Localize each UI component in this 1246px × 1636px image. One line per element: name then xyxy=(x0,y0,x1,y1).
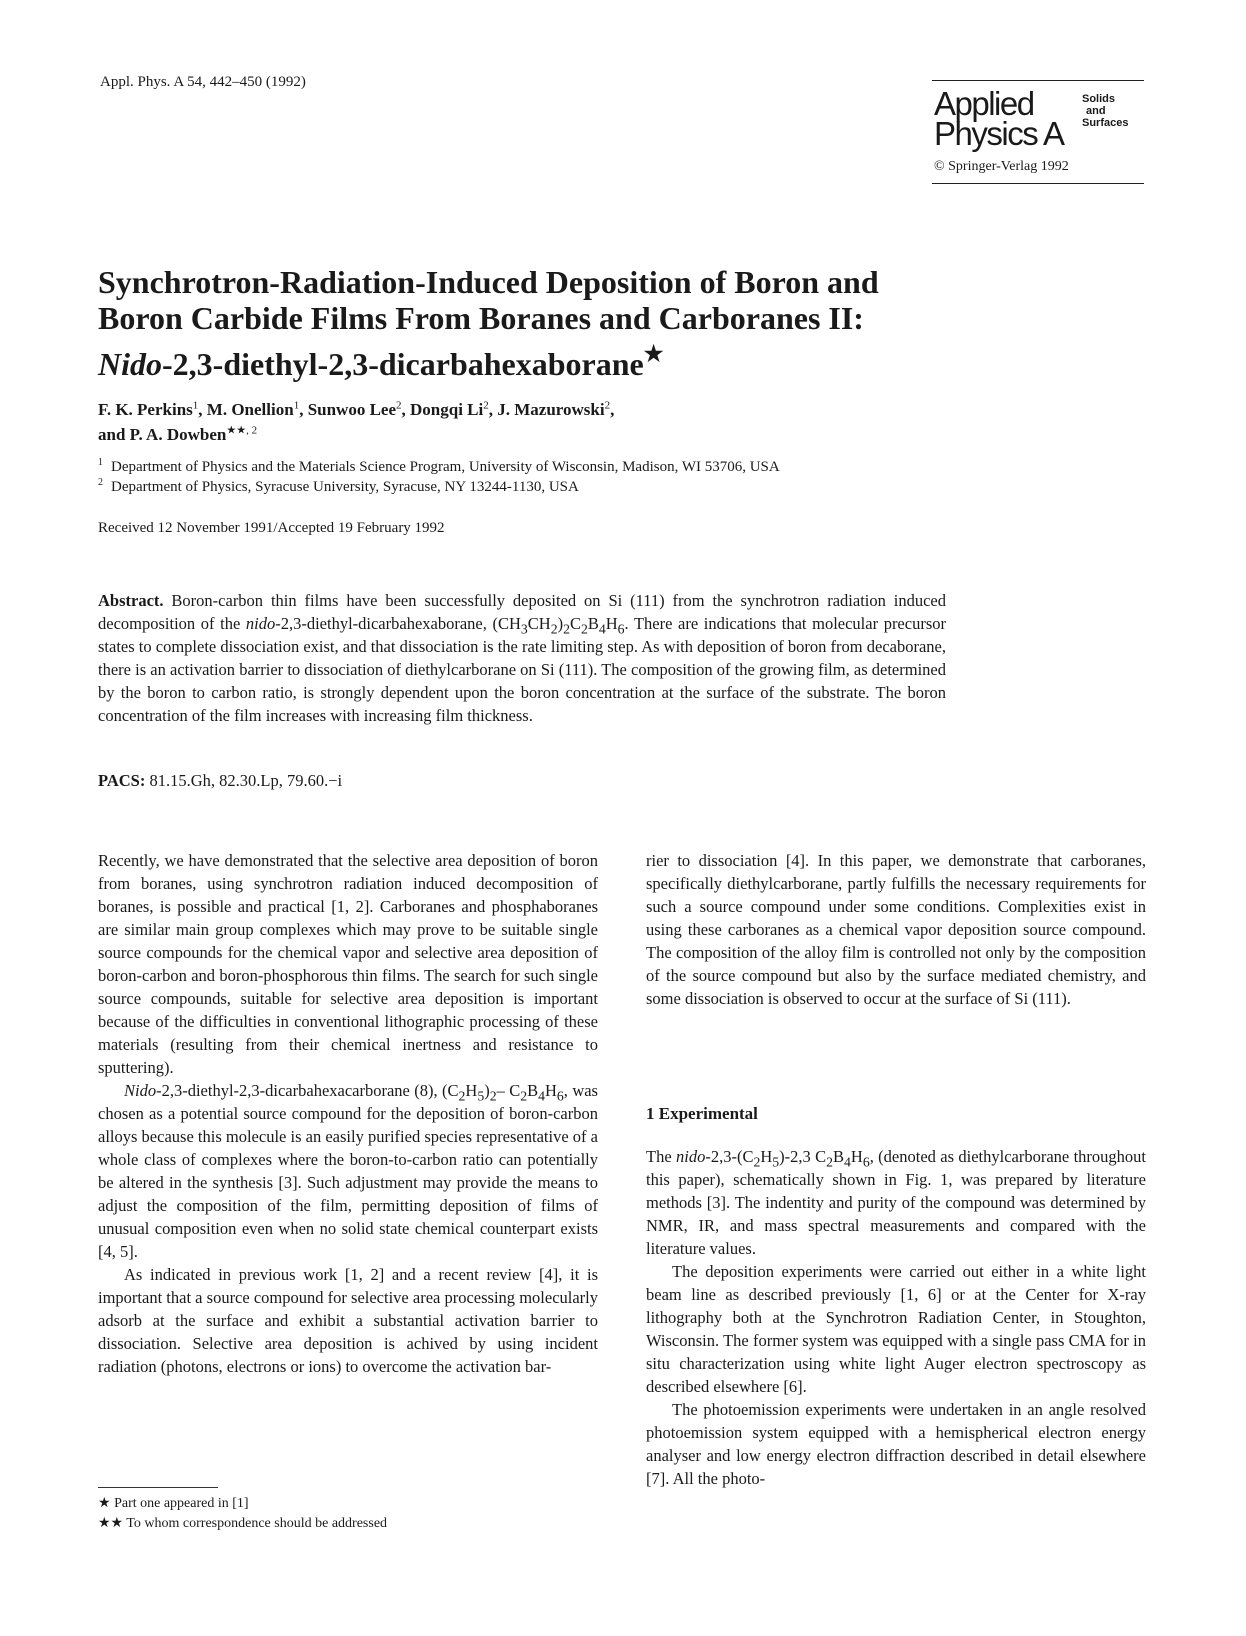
paragraph: The deposition experiments were carried out either in a white light beam line as described previously [1, 6] or at the Center for X-ray lithography both at the Synchrotron Radiation Center, in Stoughton, Wisconsin. The former system was equipped with a single pass CMA for in situ characterization using white light Auger electron spectroscopy as described elsewhere [6]. xyxy=(646,1262,1146,1396)
title-italic: Nido xyxy=(98,346,162,382)
paragraph: As indicated in previous work [1, 2] and a recent review [4], it is important that a source compound for selective area processing molecularly adsorb at the surface and exhibit a substantial activation barrier to dissociation. Selective area deposition is achived by using incident radiation (photons, electrons or ions) to overcome the activation bar- xyxy=(98,1265,598,1376)
affiliation: $^1$ Department of Physics and the Materials Science Program, University of Wisconsin, Madison, WI 53706, USA xyxy=(98,457,780,475)
author-list: F. K. Perkins$^1$, M. Onellion$^1$, Sunwoo Lee$^2$, Dongqi Li$^2$, J. Mazurowski$^2$, and P. A. Dowben$^{★★, 2}$ xyxy=(98,399,615,444)
abstract-label: Abstract. xyxy=(98,591,164,610)
author: F. K. Perkins$^1$ xyxy=(98,399,199,419)
journal-logo-line2: Physics A xyxy=(934,115,1064,152)
paragraph: Nido-2,3-diethyl-2,3-dicarbahexacarborane (8), $(C_2H_5)_2-$ $C_2B_4H_6$, was chosen as a potential source compound for the deposition of boron-carbon alloys because this molecule is an easily purified species representative of a whole class of complexes where the boron-to-carbon ratio can potentially be altered in the synthesis [3]. Such adjustment may provide the means to adjust the composition of the film, permitting deposition of films of unusual composition even when no solid state chemical counterpart exists [4, 5]. xyxy=(98,1081,598,1261)
affiliation: $^2$ Department of Physics, Syracuse University, Syracuse, NY 13244-1130, USA xyxy=(98,477,579,495)
author: Dongqi Li$^2$ xyxy=(410,399,489,419)
copyright: © Springer-Verlag 1992 xyxy=(934,159,1069,174)
body-right-column xyxy=(646,849,1146,1010)
author: M. Onellion$^1$ xyxy=(206,399,300,419)
body-right-column-section xyxy=(646,1145,1146,1490)
abstract: Abstract. Boron-carbon thin films have been successfully deposited on Si (111) from the synchrotron radiation induced decomposition of the nido-2,3-diethyl-dicarbahexaborane, $(CH_3CH_2)_2C_2B_4H_6$. There are indications that molecular precursor states to complete dissociation exist, and that dissociation is the rate limiting step. As with deposition of boron from decaborane, there is an activation barrier to dissociation of diethylcarborane on Si (111). The composition of the growing film, as determined by the boron to carbon ratio, is strongly dependent upon the boron concentration at the surface of the substrate. The boron concentration of the film increases with increasing film thickness. xyxy=(98,591,946,725)
affiliations xyxy=(98,457,998,497)
paper-title xyxy=(98,264,998,382)
author: Sunwoo Lee$^2$ xyxy=(307,399,402,419)
journal-section-word: Surfaces xyxy=(1082,117,1129,129)
paragraph: Recently, we have demonstrated that the selective area deposition of boron from boranes, using synchrotron radiation induced decomposition of boranes, is possible and practical [1, 2]. Carboranes and phosphaboranes are similar main group complexes which may prove to be suitable single source compounds for the chemical vapor and selective area deposition of boron-carbon and boron-phosphorous thin films. The search for such single source compounds, suitable for selective area deposition is important because of the difficulties in conventional lithographic processing of these materials (resulting from their chemical inertness and resistance to sputtering). xyxy=(98,851,598,1077)
journal-section xyxy=(1082,93,1128,129)
body-left-column xyxy=(98,849,598,1378)
star-icon: ★ xyxy=(643,341,664,366)
title-line xyxy=(98,336,998,382)
journal-brand xyxy=(932,80,1144,184)
author: and P. A. Dowben$^{★★, 2}$ xyxy=(98,424,258,444)
paragraph: rier to dissociation [4]. In this paper, we demonstrate that carboranes, specifically diethylcarborane, partly fulfills the necessary requirements for such a source compound under some conditions. Complexities exist in using these carboranes as a chemical vapor deposition source compound. The composition of the alloy film is controlled not only by the composition of the source compound but also by the surface mediated chemistry, and some dissociation is observed to occur at the surface of Si (111). xyxy=(646,851,1146,1008)
paragraph: The nido-$2,3-(C_2H_5)-2,3$ $C_2B_4H_6$, (denoted as diethylcarborane throughout this paper), schematically shown in Fig. 1, was prepared by literature methods [3]. The indentity and purity of the compound was determined by NMR, IR, and mass spectral measurements and compared with the literature values. xyxy=(646,1147,1146,1258)
pacs-codes: PACS: 81.15.Gh, 82.30.Lp, 79.60.−i xyxy=(98,771,343,790)
double-star-icon: ★★ xyxy=(98,1516,124,1531)
star-icon: ★ xyxy=(98,1496,111,1511)
title-line: Boron Carbide Films From Boranes and Carboranes II: xyxy=(98,300,864,336)
title-rest: -2,3-diethyl-2,3-dicarbahexaborane xyxy=(162,346,644,382)
received-dates: Received 12 November 1991/Accepted 19 February 1992 xyxy=(98,520,445,536)
brand-top-rule xyxy=(932,80,1144,81)
journal-citation: Appl. Phys. A 54, 442–450 (1992) xyxy=(100,74,306,90)
journal-logo-line1: Applied xyxy=(934,85,1034,122)
paragraph: The photoemission experiments were undertaken in an angle resolved photoemission system equipped with a hemispherical electron energy analyser and low energy electron diffraction described in detail elsewhere [7]. All the photo- xyxy=(646,1400,1146,1488)
journal-logo xyxy=(932,87,1144,153)
title-line: Synchrotron-Radiation-Induced Deposition of Boron and xyxy=(98,264,879,300)
footnotes xyxy=(98,1494,387,1534)
author: J. Mazurowski$^2$ xyxy=(497,399,611,419)
footnote: ★ Part one appeared in [1] xyxy=(98,1496,249,1511)
footnote: ★★ To whom correspondence should be addressed xyxy=(98,1516,388,1531)
journal-section-word: Solids xyxy=(1082,93,1116,105)
journal-section-word: and xyxy=(1086,105,1106,117)
brand-bottom-rule xyxy=(932,183,1144,184)
footnote-rule xyxy=(98,1487,218,1488)
section-heading: 1 Experimental xyxy=(646,1104,758,1123)
pacs-label: PACS: xyxy=(98,771,146,790)
